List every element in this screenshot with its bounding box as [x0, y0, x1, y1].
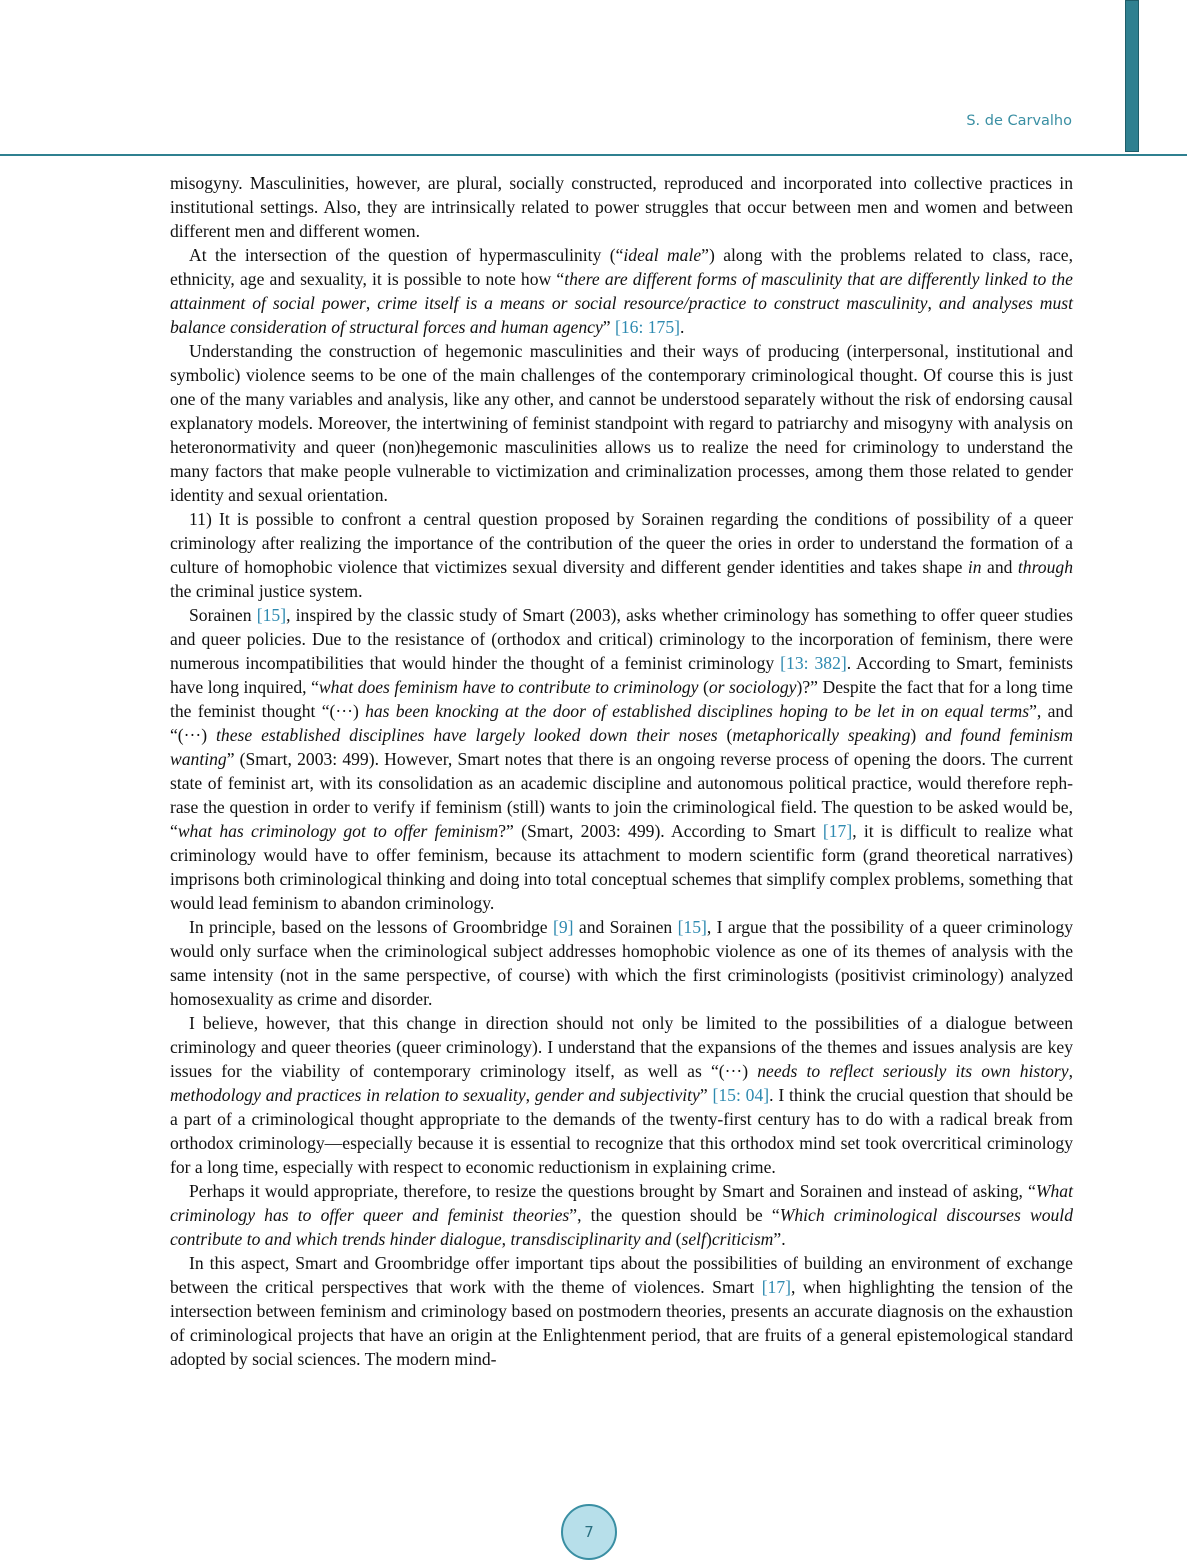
italic-run: has been knocking at the door of established disciplines hoping to be let in on equal terms [365, 701, 1030, 721]
italic-run: what does feminism have to contribute to criminology [318, 677, 699, 697]
citation-link[interactable]: [13: 382] [780, 653, 847, 673]
italic-run: what has criminology got to offer feminism [177, 821, 499, 841]
citation-link[interactable]: [15: 04] [712, 1085, 770, 1105]
text-run: 11) It is possible to confront a central question proposed by Sorainen regarding the conditions of possibility of a queer criminology after realizing the importance of the contribution of the queer the ories in order to understand the formation of a culture of homophobic violence that victimizes sexual diversity and different gender identities and takes shape [170, 509, 1073, 577]
text-run: ”) along with the problems related to class, race, ethnicity, age and sexuality, it is possible to note how “ [170, 245, 1073, 289]
italic-run: and analyses must balance consideration of structural forces and human agency [170, 293, 1074, 337]
citation-link[interactable]: [17] [761, 1277, 792, 1297]
text-run: ”, and “(···) [170, 701, 1073, 745]
text-run: ( [717, 725, 733, 745]
text-run: ) [705, 1229, 712, 1249]
text-run: ( [698, 677, 709, 697]
text-run: , [525, 1085, 535, 1105]
text-run: , inspired by the classic study of Smart (2003), asks whether criminology has something to offer queer studies and queer policies. Due to the resistance of (orthodox and critical) criminology to the incorporation of feminism, there were numerous incompatibilities that would hinder the thought of a feminist criminology [170, 605, 1073, 673]
paragraph [170, 915, 1073, 1011]
paragraph [170, 339, 1073, 507]
italic-run: criticism [711, 1229, 774, 1249]
italic-run: gender and subjectivity [534, 1085, 700, 1105]
article-body [170, 171, 1073, 1371]
paragraph [170, 1011, 1073, 1179]
text-run: ” [602, 317, 615, 337]
text-run: ?” (Smart, 2003: 499). According to Smart [498, 821, 823, 841]
italic-run: transdisciplinarity and [510, 1229, 672, 1249]
header-divider [0, 154, 1187, 156]
text-run: misogyny. Masculinities, however, are plural, socially constructed, reproduced and incorporated into collective practices in institutional settings. Also, they are intrinsically related to power struggles that occur between men and women and between different men and different women. [170, 173, 1073, 241]
text-run: Understanding the construction of hegemonic masculinities and their ways of producing (interpersonal, institutional and symbolic) violence seems to be one of the main challenges of the contemporary criminological thought. Of course this is just one of the many variables and analysis, like any other, and cannot be understood separately without the risk of endorsing causal explanatory models. Moreover, the intertwining of feminist standpoint with regard to patriarchy and misogyny with analysis on heteronormativity and queer (non)hegemonic masculinities allows us to realize the need for criminology to understand the many factors that make people vulnerable to victimization and criminalization processes, among them those related to gender identity and sexual orientation. [170, 341, 1073, 505]
italic-run: or sociology [708, 677, 797, 697]
corner-accent-bar [1125, 0, 1139, 152]
text-run: . [680, 317, 685, 337]
text-run: the criminal justice system. [170, 581, 363, 601]
text-run: ”. [773, 1229, 786, 1249]
italic-run: in [967, 557, 982, 577]
text-run: )?” Despite the fact that for a long time the feminist thought “(···) [170, 677, 1073, 721]
italic-run: and found feminism wanting [170, 725, 1073, 769]
text-run: At the intersection of the question of hypermasculinity (“ [189, 245, 624, 265]
citation-link[interactable]: [15] [677, 917, 707, 937]
text-run: I believe, however, that this change in direction should not only be limited to the possibilities of a dialogue between criminology and queer theories (queer criminology). I understand that the expansions of the themes and issues analysis are key issues for the viability of contemporary criminology itself, as well as “(···) [170, 1013, 1073, 1081]
text-run: In this aspect, Smart and Groombridge offer important tips about the possibilities of building an environment of exchange between the critical perspectives that work with the theme of violences. Smart [170, 1253, 1073, 1297]
text-run: , [365, 293, 378, 313]
italic-run: needs to reflect seriously its own history [757, 1061, 1069, 1081]
citation-link[interactable]: [16: 175] [615, 317, 680, 337]
text-run: , I argue that the possibility of a queer criminology would only surface when the criminological subject addresses homophobic violence as one of its themes of analysis with the same intensity (not in the same perspective, of course) with which the first criminologists (positivist criminology) analyzed homosexuality as crime and disorder. [170, 917, 1073, 1009]
italic-run: methodology and practices in relation to sexuality [170, 1085, 526, 1105]
citation-link[interactable]: [15] [256, 605, 287, 625]
text-run: ”, the question should be “ [569, 1205, 780, 1225]
text-run: Perhaps it would appropriate, therefore, to resize the questions brought by Smart and Sorainen and instead of asking, “ [189, 1181, 1036, 1201]
paragraph [170, 1179, 1073, 1251]
italic-run: Which criminological discourses would contribute to and which trends hinder dialogue [170, 1205, 1073, 1249]
text-run: ) [910, 725, 926, 745]
paragraph [170, 603, 1073, 915]
text-run: In principle, based on the lessons of Groombridge [189, 917, 553, 937]
paragraph [170, 1251, 1073, 1371]
citation-link[interactable]: [17] [822, 821, 853, 841]
text-run: and [981, 557, 1018, 577]
citation-link[interactable]: [9] [553, 917, 574, 937]
italic-run: through [1017, 557, 1073, 577]
text-run: . I think the crucial question that should be a part of a criminological thought appropriate to the demands of the twenty-first century has to do with a radical break from orthodox criminology—especially because it is essential to recognize that this orthodox mind set took overcritical criminology for a long time, especially with respect to economic reductionism in explaining crime. [170, 1085, 1073, 1177]
text-run: ( [671, 1229, 682, 1249]
running-header-author: S. de Carvalho [966, 113, 1072, 129]
page-number-badge: 7 [561, 1504, 617, 1560]
italic-run: there are different forms of masculinity that are differently linked to the attainment of social power [170, 269, 1073, 313]
text-run: ” (Smart, 2003: 499). However, Smart notes that there is an ongoing reverse process of opening the doors. The current state of feminist art, with its consolidation as an academic discipline and autonomous political practice, would therefore rephrase the question in order to verify if feminism (still) wants to join the criminological field. The question to be asked would be, “ [170, 749, 1073, 841]
text-run: , [1068, 1061, 1073, 1081]
italic-run: metaphorically speaking [732, 725, 911, 745]
text-run: , it is difficult to realize what criminology would have to offer feminism, because its attachment to modern scientific form (grand theoretical narratives) imprisons both criminological thinking and doing into total conceptual schemes that simplify complex problems, something that would lead feminism to abandon criminology. [170, 821, 1074, 913]
italic-run: crime itself is a means or social resource/practice to construct masculinity [377, 293, 928, 313]
text-run: , [501, 1229, 511, 1249]
paragraph [170, 171, 1073, 243]
text-run: and Sorainen [573, 917, 678, 937]
text-run: , when highlighting the tension of the intersection between feminism and criminology based on postmodern theories, presents an accurate diagnosis on the exhaustion of criminological projects that have an origin at the Enlightenment period, that are fruits of a general epistemological standard adopted by social sciences. The modern mind- [170, 1277, 1073, 1369]
italic-run: What criminology has to offer queer and feminist theories [170, 1181, 1073, 1225]
italic-run: these established disciplines have largely looked down their noses [216, 725, 718, 745]
italic-run: ideal male [623, 245, 702, 265]
paragraph [170, 243, 1073, 339]
text-run: ” [699, 1085, 713, 1105]
paragraph [170, 507, 1073, 603]
text-run: . According to Smart, feminists have long inquired, “ [170, 653, 1073, 697]
italic-run: self [681, 1229, 706, 1249]
text-run: Sorainen [189, 605, 257, 625]
text-run: , [927, 293, 939, 313]
